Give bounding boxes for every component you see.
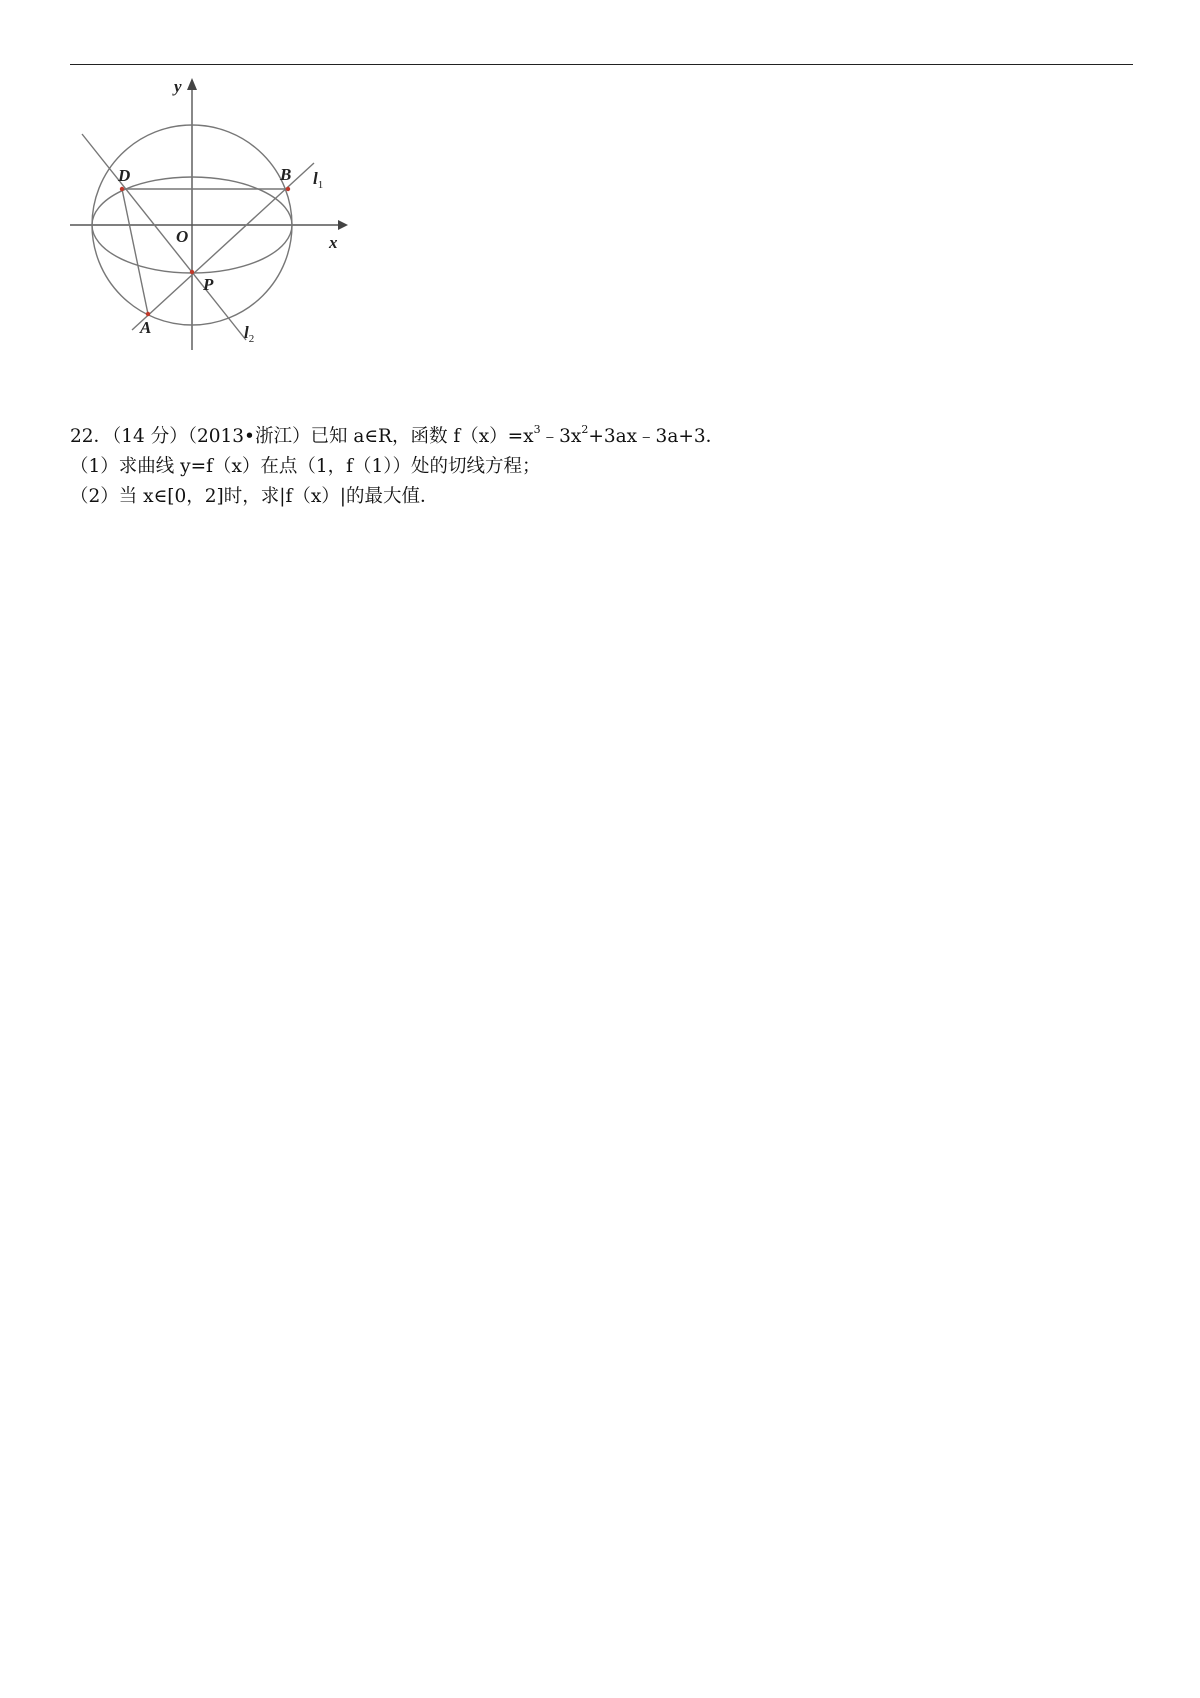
x-axis-arrow-icon — [338, 220, 348, 230]
label-b: B — [280, 165, 292, 184]
header-rule — [70, 64, 1133, 65]
y-axis-arrow-icon — [187, 78, 197, 90]
part-2: （2）当 x∈[0，2]时，求|f（x）|的最大值． — [70, 486, 439, 507]
point-a — [146, 312, 150, 316]
label-origin: O — [176, 227, 189, 246]
point-p — [190, 270, 194, 274]
problem-statement — [70, 422, 1133, 452]
label-y: y — [174, 78, 182, 96]
label-x: x — [329, 233, 338, 252]
label-d: D — [118, 166, 131, 185]
part-1: （1）求曲线 y=f（x）在点（1，f（1））处的切线方程； — [70, 456, 541, 477]
geometry-figure — [70, 78, 370, 388]
circle-ellipse-diagram — [70, 78, 370, 388]
point-d — [120, 187, 124, 191]
statement-prefix: 22．（14 分）（2013•浙江）已知 a∈R，函数 f（x）=x — [70, 426, 534, 447]
label-a: A — [140, 318, 152, 337]
line-l2 — [82, 134, 246, 340]
statement-suffix: +3ax﹣3a+3． — [588, 426, 725, 447]
label-l1: $l_1$ — [313, 169, 324, 191]
statement-mid: ﹣3x — [540, 426, 582, 447]
exponent-3: 3 — [533, 423, 541, 436]
label-l2: $l_2$ — [244, 323, 255, 345]
chord-da — [122, 189, 148, 314]
exponent-2: 2 — [581, 423, 589, 436]
point-b — [286, 187, 290, 191]
label-p: P — [203, 275, 214, 294]
problem-22 — [70, 422, 1133, 512]
